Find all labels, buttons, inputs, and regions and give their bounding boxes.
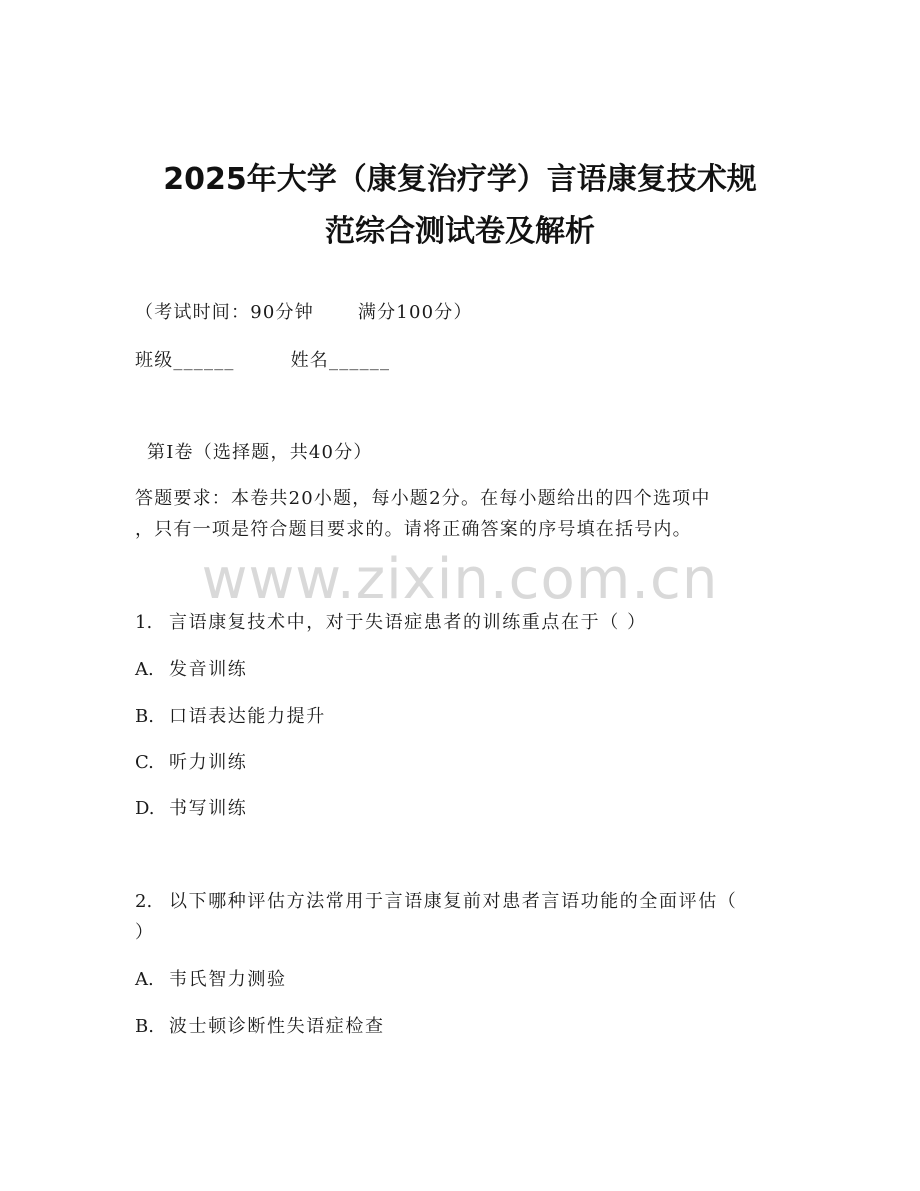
question-text: 言语康复技术中，对于失语症患者的训练重点在于（ ） — [169, 612, 647, 633]
exam-info — [135, 300, 473, 326]
question-1-option-a — [135, 657, 247, 683]
watermark: www.zixin.com.cn — [201, 547, 719, 612]
option-label: A. — [135, 659, 154, 680]
name-field: 姓名______ — [290, 350, 391, 371]
question-number: 2. — [135, 891, 153, 912]
option-text: 波士顿诊断性失语症检查 — [169, 1016, 385, 1037]
question-1-option-d — [135, 796, 247, 822]
option-label: A. — [135, 969, 154, 990]
option-text: 口语表达能力提升 — [169, 706, 326, 727]
question-2-option-a — [135, 967, 287, 993]
instructions-line1: 答题要求：本卷共20小题，每小题2分。在每小题给出的四个选项中 — [135, 488, 711, 509]
question-2-continuation: ） — [135, 922, 155, 943]
option-text: 听力训练 — [169, 752, 248, 773]
document-title-line2: 范综合测试卷及解析 — [325, 214, 595, 249]
question-2-option-b — [135, 1014, 385, 1040]
exam-time: （考试时间：90分钟 — [135, 302, 314, 323]
document-title-line1: 2025年大学（康复治疗学）言语康复技术规 — [163, 162, 757, 197]
option-label: D. — [135, 798, 155, 819]
full-score: 满分100分） — [357, 302, 473, 323]
question-1-option-c — [135, 750, 247, 776]
student-info — [135, 348, 390, 374]
question-number: 1. — [135, 612, 153, 633]
option-text: 书写训练 — [169, 798, 248, 819]
class-field: 班级______ — [135, 350, 235, 371]
option-label: B. — [135, 1016, 154, 1037]
instructions-line2: ，只有一项是符合题目要求的。请将正确答案的序号填在括号内。 — [135, 519, 692, 540]
section-title: 第Ⅰ卷（选择题，共40分） — [147, 442, 373, 463]
question-1 — [135, 610, 647, 636]
question-1-option-b — [135, 704, 326, 730]
option-label: C. — [135, 752, 154, 773]
question-text-line1: 以下哪种评估方法常用于言语康复前对患者言语功能的全面评估（ — [169, 891, 738, 912]
option-text: 韦氏智力测验 — [169, 969, 287, 990]
option-text: 发音训练 — [169, 659, 248, 680]
question-2 — [135, 889, 737, 915]
option-label: B. — [135, 706, 154, 727]
